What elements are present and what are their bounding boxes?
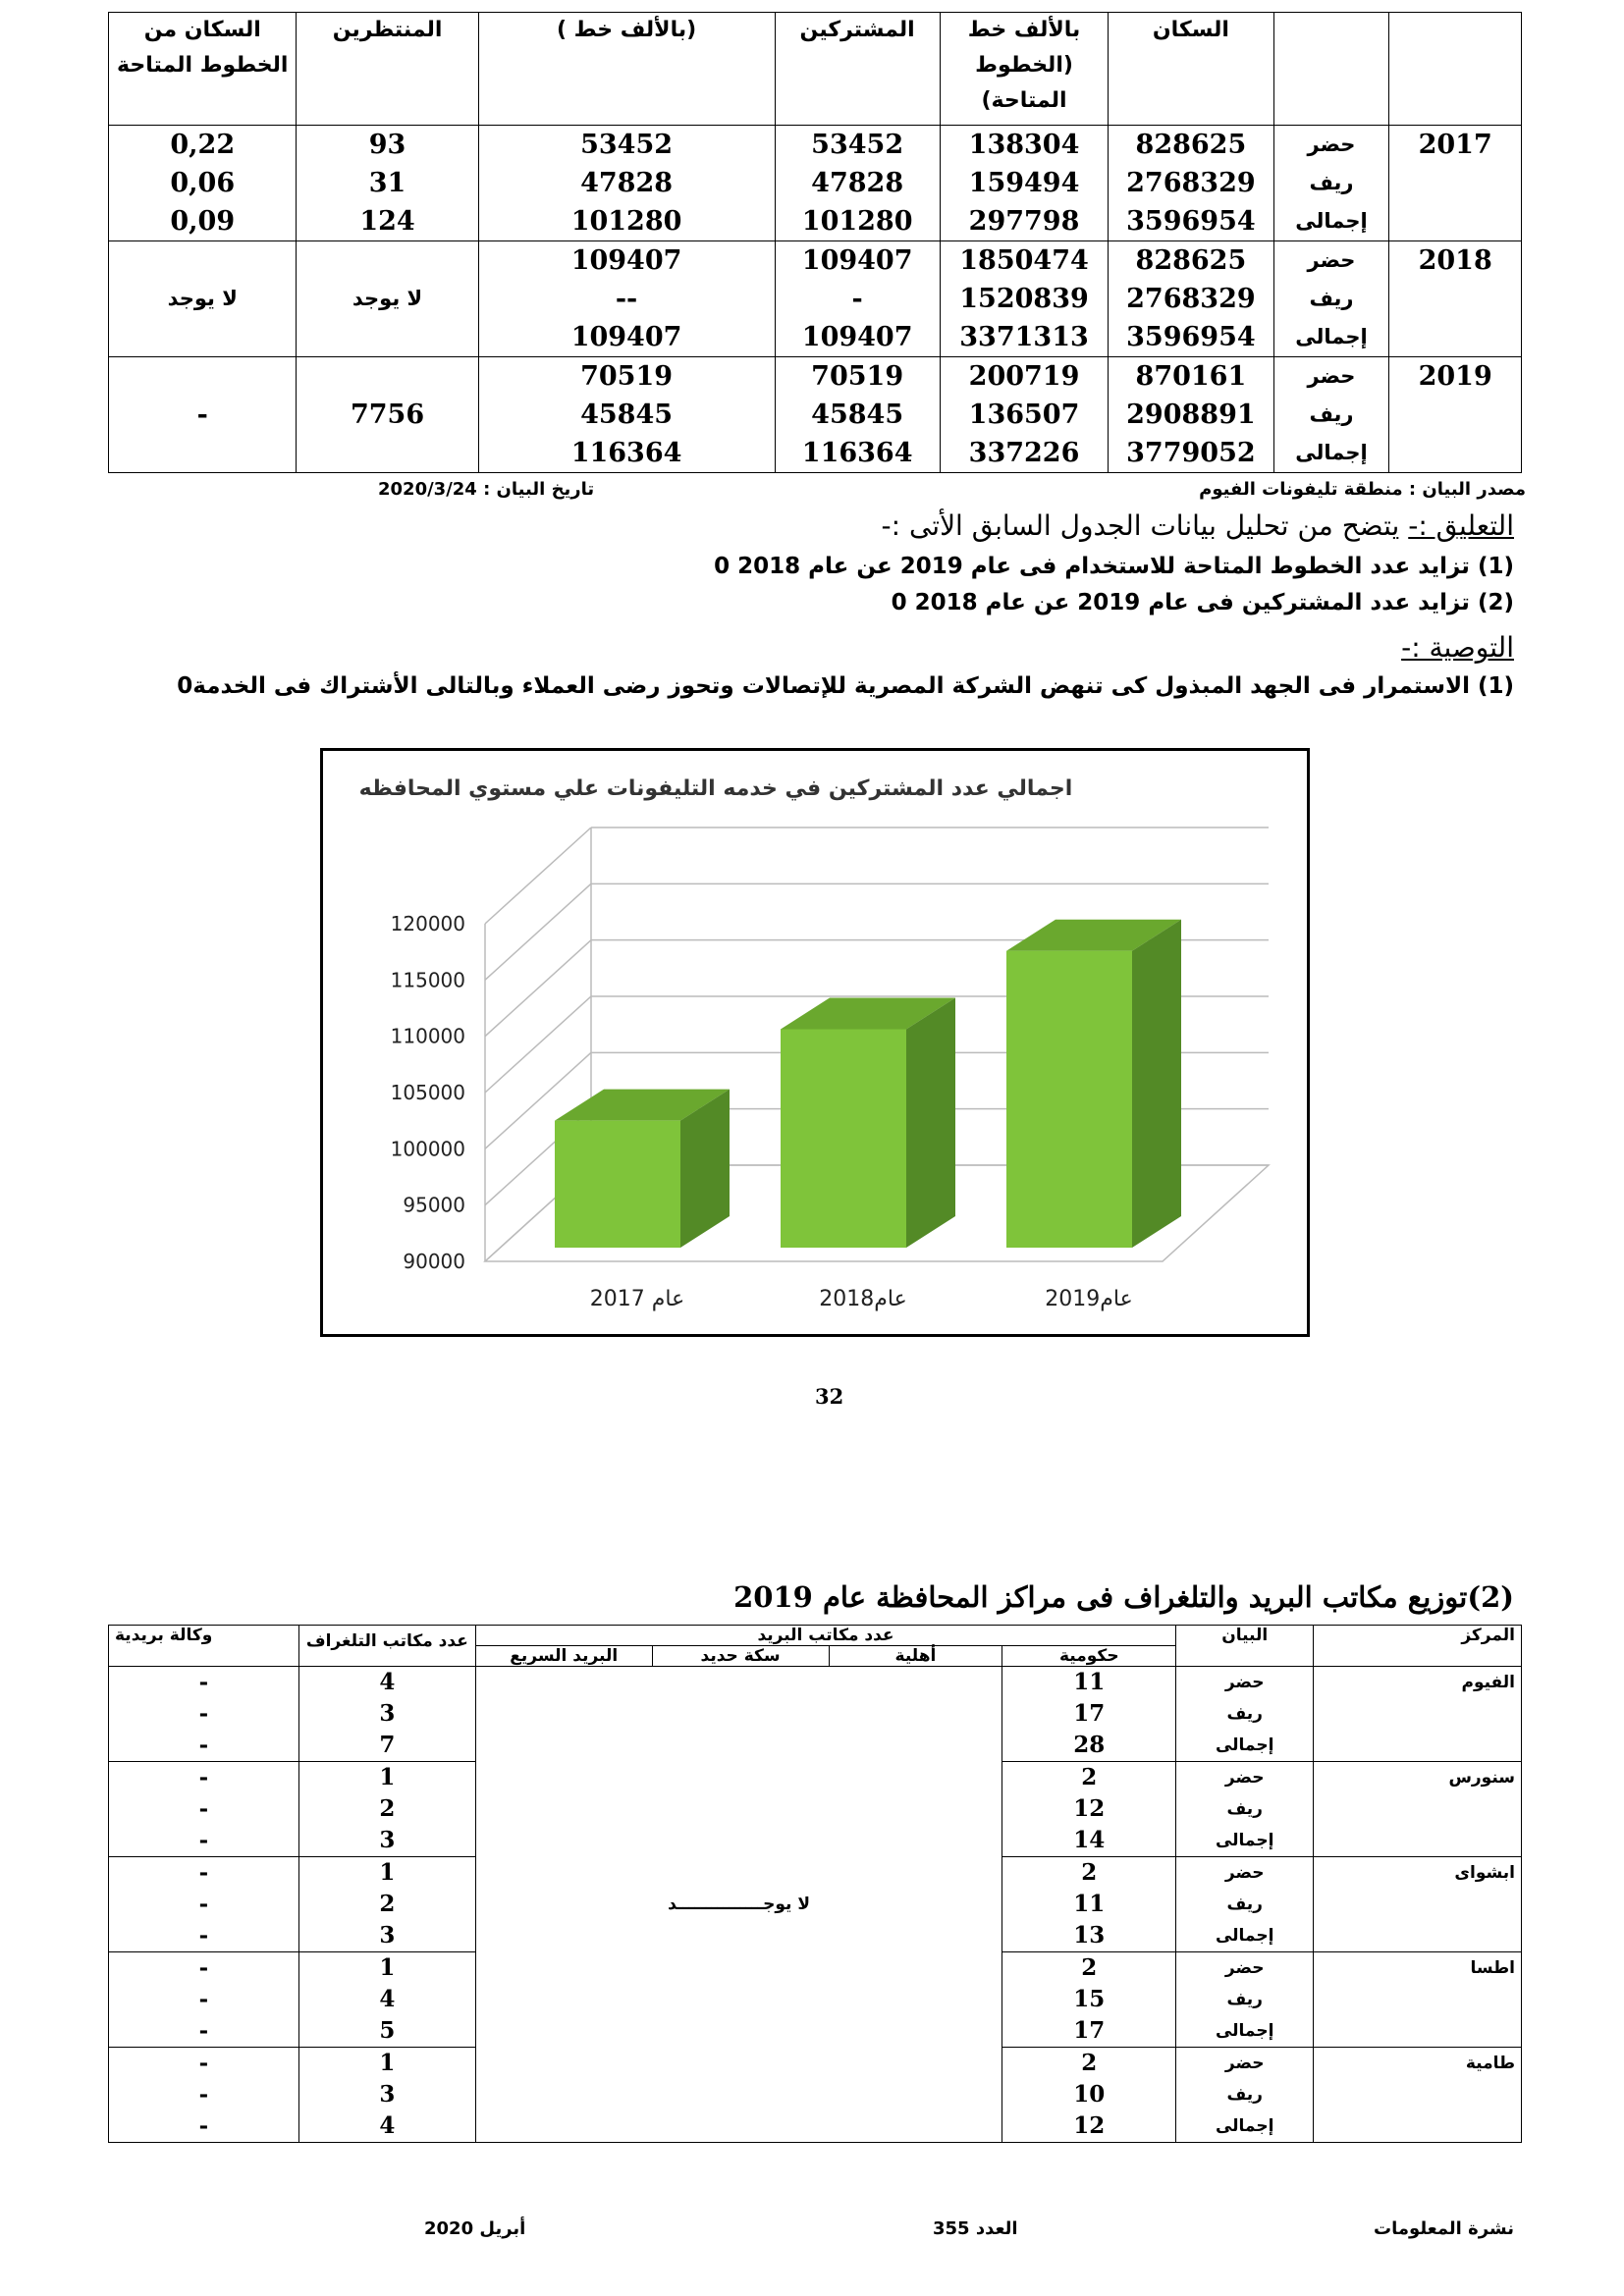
area-urban: حضر — [1224, 1673, 1265, 1692]
date-line: تاريخ البيان : 2020/3/24 — [378, 479, 595, 500]
value: 2 — [1081, 1954, 1098, 1981]
area-labels — [1176, 2048, 1314, 2143]
value: 828625 — [1135, 130, 1247, 160]
area-urban: حضر — [1224, 1768, 1265, 1788]
value: 45845 — [811, 400, 904, 430]
value: 12 — [1073, 2112, 1106, 2139]
agency-cell — [109, 1762, 299, 1857]
value: 1 — [379, 1859, 396, 1886]
value: 11 — [1073, 1891, 1106, 1917]
value: 138304 — [968, 130, 1080, 160]
value: 31 — [368, 168, 406, 198]
agency-cell — [109, 1667, 299, 1762]
bar — [1006, 951, 1132, 1248]
table-row — [109, 126, 1522, 241]
subscribers-cell — [775, 126, 940, 241]
govt-cell — [1002, 1667, 1176, 1762]
value: 70519 — [580, 361, 674, 392]
value: 4 — [379, 2112, 396, 2139]
value: - — [198, 2081, 209, 2108]
header-thousand-lines: (بالألف خط ) — [478, 13, 775, 126]
telegraph-cell — [298, 1762, 475, 1857]
header-subscribers: المشتركين — [775, 13, 940, 126]
value: 870161 — [1135, 361, 1247, 392]
center-name: ابشواى — [1314, 1857, 1522, 1952]
x-tick-label: عام 2017 — [589, 1287, 685, 1311]
value: 70519 — [811, 361, 904, 392]
area-urban: حضر — [1224, 1958, 1265, 1978]
header-express: البريد السريع — [475, 1646, 652, 1667]
thousand-lines-cell — [478, 241, 775, 357]
value: 0,09 — [170, 206, 236, 237]
subscribers-cell — [775, 357, 940, 473]
value: 12 — [1073, 1795, 1106, 1822]
telephone-stats-table — [108, 12, 1522, 473]
y-tick-label: 95000 — [403, 1193, 465, 1217]
value: 109407 — [570, 322, 682, 352]
area-labels — [1273, 126, 1389, 241]
footer-issue: العدد 355 — [933, 2218, 1018, 2239]
lines-cell — [940, 126, 1108, 241]
value: 101280 — [570, 206, 682, 237]
value: 4 — [379, 1669, 396, 1695]
center-name: طامية — [1314, 2048, 1522, 2143]
value: - — [198, 2112, 209, 2139]
ratio-cell — [109, 126, 297, 241]
comment-heading: التعليق :- — [1408, 509, 1514, 542]
section2-title: (2)توزيع مكاتب البريد والتلغراف فى مراكز المحافظة عام 2019 — [733, 1580, 1514, 1614]
source-line: مصدر البيان : منطقة تليفونات الفيوم — [1199, 479, 1526, 500]
bar-side — [906, 997, 955, 1248]
value: - — [198, 1922, 209, 1949]
gridline — [485, 883, 591, 980]
value: 3596954 — [1126, 322, 1256, 352]
year-cell: 2018 — [1389, 241, 1522, 357]
value: - — [198, 2017, 209, 2044]
value: - — [198, 1795, 209, 1822]
header-statement: البيان — [1176, 1626, 1314, 1667]
govt-cell — [1002, 1952, 1176, 2048]
value: 10 — [1073, 2081, 1106, 2108]
header-year — [1389, 13, 1522, 126]
post-offices-table — [108, 1625, 1522, 2143]
ratio-cell: لا يوجد — [109, 241, 297, 357]
area-labels — [1176, 1857, 1314, 1952]
header-area — [1273, 13, 1389, 126]
value: 1 — [379, 1764, 396, 1790]
value: 828625 — [1135, 245, 1247, 276]
comment-heading-line — [882, 509, 1514, 542]
value: 7 — [379, 1732, 396, 1758]
recommendation-item: (1) الاستمرار فى الجهد المبذول كى تنهض الشركة المصرية للإتصالات وتحوز رضى العملاء وبالتالى الأشتراك فى الخدمة0 — [177, 673, 1514, 699]
header-available-lines: بالألف خط (الخطوط المتاحة) — [940, 13, 1108, 126]
area-urban: حضر — [1224, 2054, 1265, 2073]
area-rural: ريف — [1309, 287, 1354, 310]
header-railway: سكة حديد — [652, 1646, 829, 1667]
value: 13 — [1073, 1922, 1106, 1949]
bar — [555, 1121, 680, 1248]
area-rural: ريف — [1309, 171, 1354, 194]
govt-cell — [1002, 1762, 1176, 1857]
area-urban: حضر — [1307, 133, 1356, 156]
area-rural: ريف — [1226, 1799, 1263, 1819]
value: - — [198, 1764, 209, 1790]
table-header-row — [109, 1626, 1522, 1646]
value: 15 — [1073, 1986, 1106, 2012]
value: 1850474 — [959, 245, 1089, 276]
header-post-offices: عدد مكاتب البريد — [475, 1626, 1175, 1646]
value: 47828 — [811, 168, 904, 198]
value: 297798 — [968, 206, 1080, 237]
value: 3 — [379, 1922, 396, 1949]
area-total: إجمالى — [1215, 1735, 1274, 1755]
area-total: إجمالى — [1295, 441, 1368, 464]
area-urban: حضر — [1307, 364, 1356, 388]
y-tick-label: 120000 — [390, 912, 465, 935]
value: 3596954 — [1126, 206, 1256, 237]
population-cell — [1109, 126, 1273, 241]
y-tick-label: 100000 — [390, 1137, 465, 1161]
value: 4 — [379, 1986, 396, 2012]
y-tick-label: 105000 — [390, 1081, 465, 1104]
chart-title: اجمالي عدد المشتركين في خدمه التليفونات علي مستوي المحافظه — [358, 776, 1073, 801]
value: 5 — [379, 2017, 396, 2044]
subscribers-chart — [320, 748, 1310, 1337]
value: 47828 — [580, 168, 674, 198]
value: 93 — [368, 130, 406, 160]
value: 1 — [379, 2050, 396, 2076]
area-labels — [1176, 1952, 1314, 2048]
value: 3779052 — [1126, 438, 1256, 468]
waiting-cell: لا يوجد — [297, 241, 478, 357]
value: 109407 — [801, 322, 913, 352]
waiting-cell: 7756 — [297, 357, 478, 473]
subscribers-cell — [775, 241, 940, 357]
value: - — [198, 1954, 209, 1981]
value: -- — [615, 284, 638, 314]
area-urban: حضر — [1307, 248, 1356, 272]
area-total: إجمالى — [1215, 2116, 1274, 2136]
value: 1 — [379, 1954, 396, 1981]
recommendation-heading: التوصية :- — [1401, 631, 1514, 664]
value: - — [198, 1859, 209, 1886]
value: - — [198, 2050, 209, 2076]
value: 3371313 — [959, 322, 1089, 352]
chart-x-axis — [590, 1287, 1133, 1311]
area-labels — [1273, 357, 1389, 473]
area-rural: ريف — [1226, 1704, 1263, 1724]
chart-svg — [323, 751, 1307, 1334]
lines-cell — [940, 357, 1108, 473]
thousand-lines-cell — [478, 357, 775, 473]
value: - — [198, 1891, 209, 1917]
header-private: أهلية — [829, 1646, 1002, 1667]
center-name: اطسا — [1314, 1952, 1522, 2048]
value: 116364 — [801, 438, 913, 468]
value: 159494 — [968, 168, 1080, 198]
value: 3 — [379, 2081, 396, 2108]
x-tick-label: عام2018 — [819, 1287, 907, 1311]
header-population: السكان — [1109, 13, 1273, 126]
value: 2768329 — [1126, 284, 1256, 314]
table-row — [109, 357, 1522, 473]
area-labels — [1273, 241, 1389, 357]
gridline — [485, 996, 591, 1093]
area-rural: ريف — [1226, 1895, 1263, 1914]
area-labels — [1176, 1762, 1314, 1857]
none-cell: لا يوجـــــــــــــــد — [475, 1667, 1002, 2143]
telegraph-cell — [298, 2048, 475, 2143]
value: - — [198, 1669, 209, 1695]
value: 2 — [1081, 2050, 1098, 2076]
comment-item: (2) تزايد عدد المشتركين فى عام 2019 عن عام 2018 0 — [891, 590, 1514, 615]
area-urban: حضر — [1224, 1863, 1265, 1883]
value: 2 — [379, 1891, 396, 1917]
value: - — [198, 1732, 209, 1758]
bar — [781, 1029, 906, 1248]
value: - — [198, 1700, 209, 1727]
value: 337226 — [968, 438, 1080, 468]
value: 45845 — [580, 400, 674, 430]
header-population-ratio: السكان من الخطوط المتاحة — [109, 13, 297, 126]
y-tick-label: 115000 — [390, 968, 465, 992]
header-govt: حكومية — [1002, 1646, 1176, 1667]
value: 116364 — [570, 438, 682, 468]
telegraph-cell — [298, 1857, 475, 1952]
header-waiting: المنتظرين — [297, 13, 478, 126]
agency-cell — [109, 2048, 299, 2143]
chart-bars — [555, 920, 1181, 1248]
value: 2 — [1081, 1764, 1098, 1790]
value: 1520839 — [959, 284, 1089, 314]
chart-y-axis — [391, 912, 465, 1273]
value: 17 — [1073, 1700, 1106, 1727]
value: - — [198, 1986, 209, 2012]
agency-cell — [109, 1952, 299, 2048]
value: 2 — [379, 1795, 396, 1822]
value: 3 — [379, 1700, 396, 1727]
table-header-row — [109, 13, 1522, 126]
area-total: إجمالى — [1295, 209, 1368, 233]
value: 0,06 — [170, 168, 236, 198]
year-cell: 2017 — [1389, 126, 1522, 241]
value: 136507 — [968, 400, 1080, 430]
table-row — [109, 1667, 1522, 1762]
value: 2768329 — [1126, 168, 1256, 198]
area-rural: ريف — [1226, 1990, 1263, 2009]
area-rural: ريف — [1226, 2085, 1263, 2105]
page-number: 32 — [815, 1384, 844, 1409]
footer-date: أبريل 2020 — [424, 2218, 526, 2239]
center-name: الفيوم — [1314, 1667, 1522, 1762]
header-center: المركز — [1314, 1626, 1522, 1667]
telegraph-cell — [298, 1667, 475, 1762]
comment-intro: يتضح من تحليل بيانات الجدول السابق الأتى :- — [881, 509, 1409, 542]
value: 101280 — [801, 206, 913, 237]
center-name: سنورس — [1314, 1762, 1522, 1857]
year-cell: 2019 — [1389, 357, 1522, 473]
area-total: إجمالى — [1295, 325, 1368, 348]
value: - — [851, 284, 863, 314]
comment-item: (1) تزايد عدد الخطوط المتاحة للاستخدام فى عام 2019 عن عام 2018 0 — [714, 554, 1514, 579]
value: 200719 — [968, 361, 1080, 392]
area-total: إجمالى — [1215, 1926, 1274, 1946]
population-cell — [1109, 241, 1273, 357]
x-tick-label: عام2019 — [1045, 1287, 1133, 1311]
area-labels — [1176, 1667, 1314, 1762]
header-telegraph: عدد مكاتب التلغراف — [298, 1626, 475, 1667]
value: 109407 — [801, 245, 913, 276]
value: 11 — [1073, 1669, 1106, 1695]
value: 0,22 — [170, 130, 236, 160]
value: 2 — [1081, 1859, 1098, 1886]
govt-cell — [1002, 1857, 1176, 1952]
y-tick-label: 110000 — [390, 1024, 465, 1048]
area-total: إجمالى — [1215, 2021, 1274, 2041]
value: 14 — [1073, 1827, 1106, 1853]
govt-cell — [1002, 2048, 1176, 2143]
population-cell — [1109, 357, 1273, 473]
value: 17 — [1073, 2017, 1106, 2044]
y-tick-label: 90000 — [403, 1250, 465, 1273]
gridline — [485, 828, 591, 924]
footer-publication: نشرة المعلومات — [1374, 2218, 1514, 2239]
value: - — [198, 1827, 209, 1853]
waiting-cell — [297, 126, 478, 241]
value: 3 — [379, 1827, 396, 1853]
area-total: إجمالى — [1215, 1831, 1274, 1850]
value: 2908891 — [1126, 400, 1256, 430]
value: 109407 — [570, 245, 682, 276]
area-rural: ريف — [1309, 402, 1354, 426]
value: 124 — [359, 206, 415, 237]
thousand-lines-cell — [478, 126, 775, 241]
agency-cell — [109, 1857, 299, 1952]
bar-side — [1132, 920, 1181, 1248]
lines-cell — [940, 241, 1108, 357]
telegraph-cell — [298, 1952, 475, 2048]
gridline — [485, 940, 591, 1037]
value: 53452 — [580, 130, 674, 160]
ratio-cell: - — [109, 357, 297, 473]
header-agency: وكالة بريدية — [109, 1626, 299, 1667]
table-row — [109, 241, 1522, 357]
value: 28 — [1073, 1732, 1106, 1758]
value: 53452 — [811, 130, 904, 160]
